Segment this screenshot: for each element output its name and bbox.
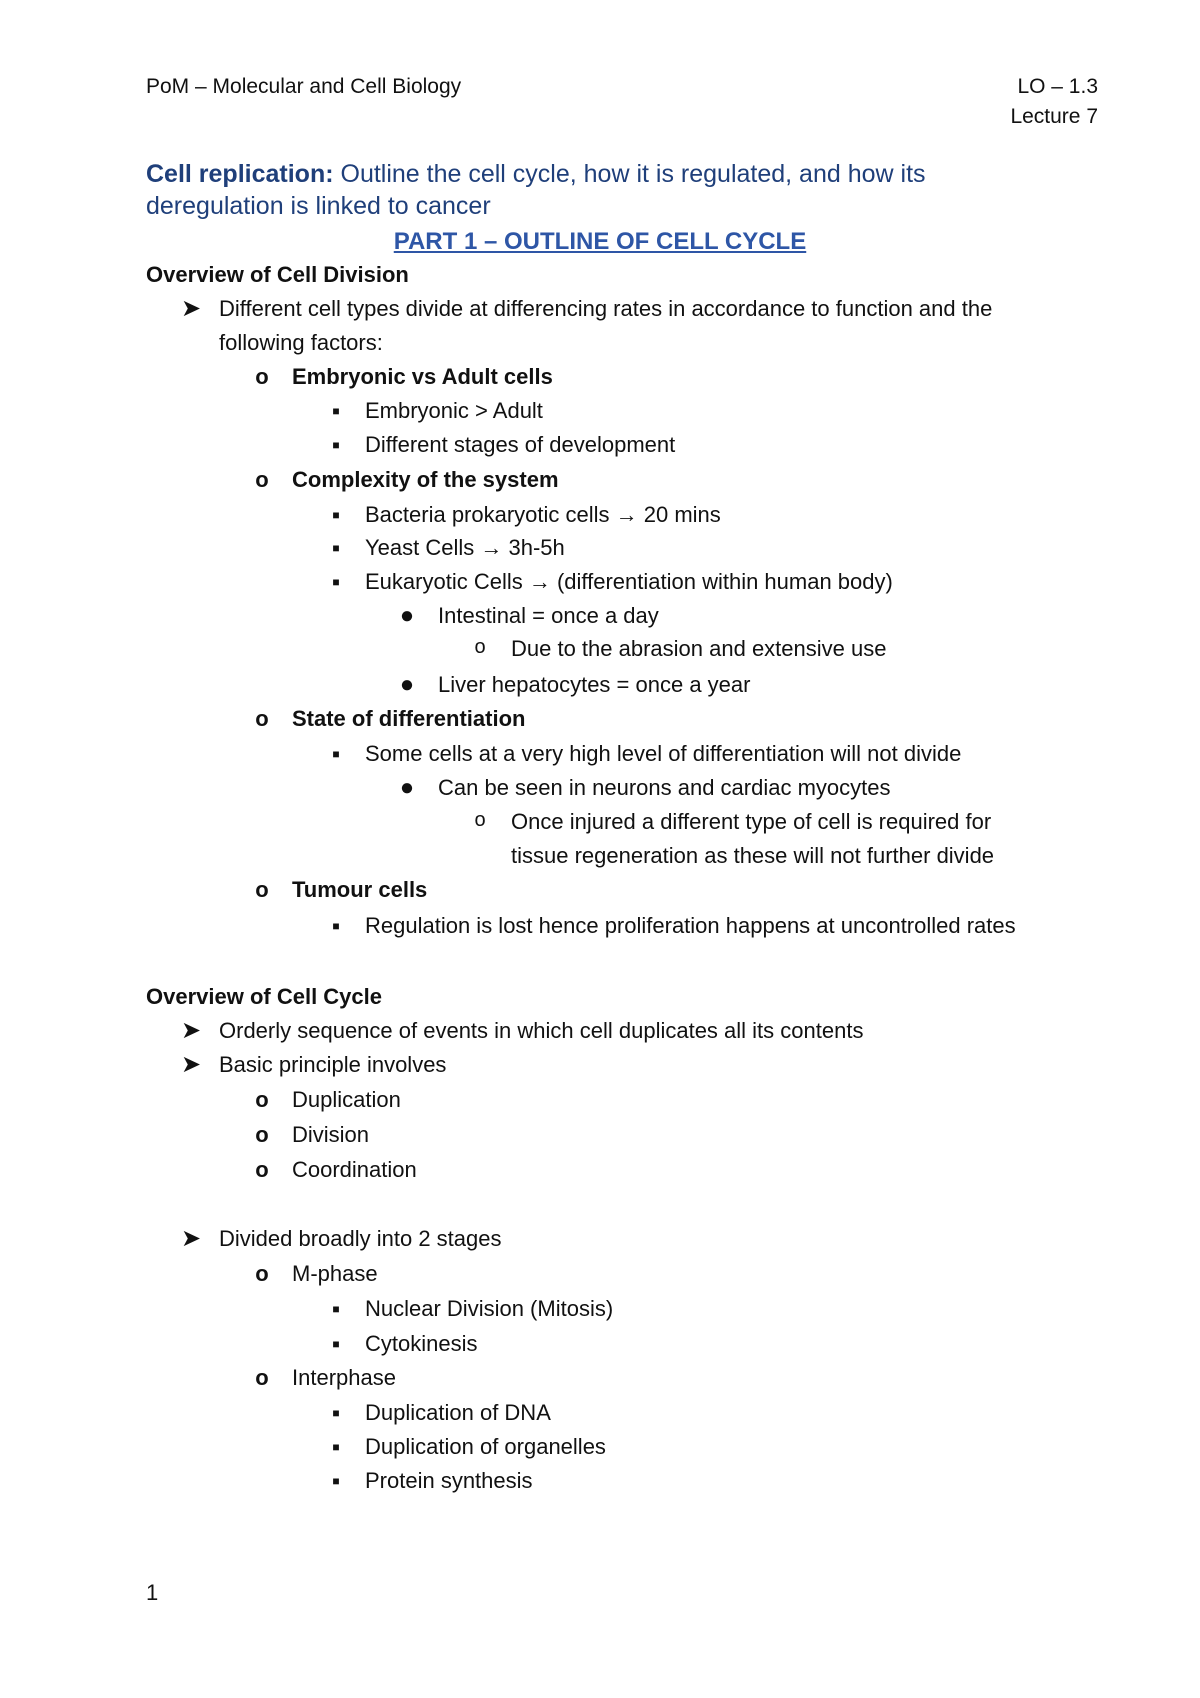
square-bullet-icon: ■ bbox=[332, 919, 340, 933]
list-item: Different cell types divide at differencing rates in accordance to function and the bbox=[219, 296, 993, 321]
list-item: Coordination bbox=[292, 1157, 417, 1182]
square-bullet-icon: ■ bbox=[332, 1440, 340, 1454]
list-item: Liver hepatocytes = once a year bbox=[438, 672, 751, 697]
section-heading-cell-division: Overview of Cell Division bbox=[146, 262, 409, 287]
section-heading-cell-cycle: Overview of Cell Cycle bbox=[146, 984, 382, 1009]
list-item: Bacteria prokaryotic cells → 20 mins bbox=[365, 502, 721, 527]
square-bullet-icon: ■ bbox=[332, 438, 340, 452]
list-item: Some cells at a very high level of differentiation will not divide bbox=[365, 741, 962, 766]
square-bullet-icon: ■ bbox=[332, 508, 340, 522]
list-item: Yeast Cells → 3h-5h bbox=[365, 535, 565, 560]
square-bullet-icon: ■ bbox=[332, 1337, 340, 1351]
header-lo: LO – 1.3 bbox=[1017, 75, 1098, 98]
list-item: Cytokinesis bbox=[365, 1331, 478, 1356]
factor-label: Tumour cells bbox=[292, 877, 428, 902]
square-bullet-icon: ■ bbox=[332, 747, 340, 761]
arrow-bullet-icon: ➤ bbox=[180, 295, 202, 322]
list-item: Regulation is lost hence proliferation happens at uncontrolled rates bbox=[365, 913, 1016, 938]
list-item: Duplication of DNA bbox=[365, 1400, 551, 1425]
list-item: Orderly sequence of events in which cell duplicates all its contents bbox=[219, 1018, 864, 1043]
list-item: Different stages of development bbox=[365, 432, 676, 457]
arrow-bullet-icon: ➤ bbox=[180, 1225, 202, 1252]
factor-label: Embryonic vs Adult cells bbox=[292, 364, 553, 389]
circle-bullet-icon: o bbox=[255, 1261, 269, 1286]
open-circle-bullet-icon: o bbox=[474, 636, 486, 658]
list-item: Embryonic > Adult bbox=[365, 398, 543, 423]
list-item: Division bbox=[292, 1122, 370, 1147]
page-title bbox=[146, 159, 926, 189]
title-rest: Outline the cell cycle, how it is regulated, and how its bbox=[333, 160, 926, 188]
list-item: Duplication bbox=[292, 1087, 401, 1112]
list-item: Can be seen in neurons and cardiac myocytes bbox=[438, 775, 891, 800]
page-title-line2: deregulation is linked to cancer bbox=[146, 192, 491, 220]
square-bullet-icon: ■ bbox=[332, 1302, 340, 1316]
list-item: Eukaryotic Cells → (differentiation within human body) bbox=[365, 569, 893, 594]
list-item: Due to the abrasion and extensive use bbox=[511, 636, 887, 661]
list-item: Once injured a different type of cell is required for bbox=[511, 809, 992, 834]
factor-label: Complexity of the system bbox=[292, 467, 559, 492]
page-number: 1 bbox=[146, 1580, 159, 1605]
list-item: Duplication of organelles bbox=[365, 1434, 606, 1459]
circle-bullet-icon: o bbox=[255, 706, 269, 731]
circle-bullet-icon: o bbox=[255, 1087, 269, 1112]
list-item: Protein synthesis bbox=[365, 1468, 533, 1493]
stage-label: Interphase bbox=[292, 1365, 396, 1390]
circle-bullet-icon: o bbox=[255, 1365, 269, 1390]
list-item: Divided broadly into 2 stages bbox=[219, 1226, 502, 1251]
dot-bullet-icon: ● bbox=[399, 671, 415, 698]
stage-label: M-phase bbox=[292, 1261, 378, 1286]
arrow-bullet-icon: ➤ bbox=[180, 1017, 202, 1044]
part-title: PART 1 – OUTLINE OF CELL CYCLE bbox=[393, 228, 807, 255]
header-lecture: Lecture 7 bbox=[1010, 105, 1098, 128]
dot-bullet-icon: ● bbox=[399, 602, 415, 629]
circle-bullet-icon: o bbox=[255, 1122, 269, 1147]
header-left: PoM – Molecular and Cell Biology bbox=[146, 75, 462, 98]
circle-bullet-icon: o bbox=[255, 467, 269, 492]
square-bullet-icon: ■ bbox=[332, 541, 340, 555]
square-bullet-icon: ■ bbox=[332, 404, 340, 418]
factor-label: State of differentiation bbox=[292, 706, 526, 731]
list-item: Basic principle involves bbox=[219, 1052, 447, 1077]
arrow-bullet-icon: ➤ bbox=[180, 1051, 202, 1078]
dot-bullet-icon: ● bbox=[399, 774, 415, 801]
circle-bullet-icon: o bbox=[255, 877, 269, 902]
list-item-cont: tissue regeneration as these will not further divide bbox=[511, 843, 995, 868]
square-bullet-icon: ■ bbox=[332, 1474, 340, 1488]
list-item: Nuclear Division (Mitosis) bbox=[365, 1296, 614, 1321]
circle-bullet-icon: o bbox=[255, 364, 269, 389]
open-circle-bullet-icon: o bbox=[474, 809, 486, 831]
list-item-cont: following factors: bbox=[219, 330, 383, 355]
circle-bullet-icon: o bbox=[255, 1157, 269, 1182]
title-bold: Cell replication: bbox=[146, 160, 334, 188]
square-bullet-icon: ■ bbox=[332, 575, 340, 589]
list-item: Intestinal = once a day bbox=[438, 603, 659, 628]
square-bullet-icon: ■ bbox=[332, 1406, 340, 1420]
